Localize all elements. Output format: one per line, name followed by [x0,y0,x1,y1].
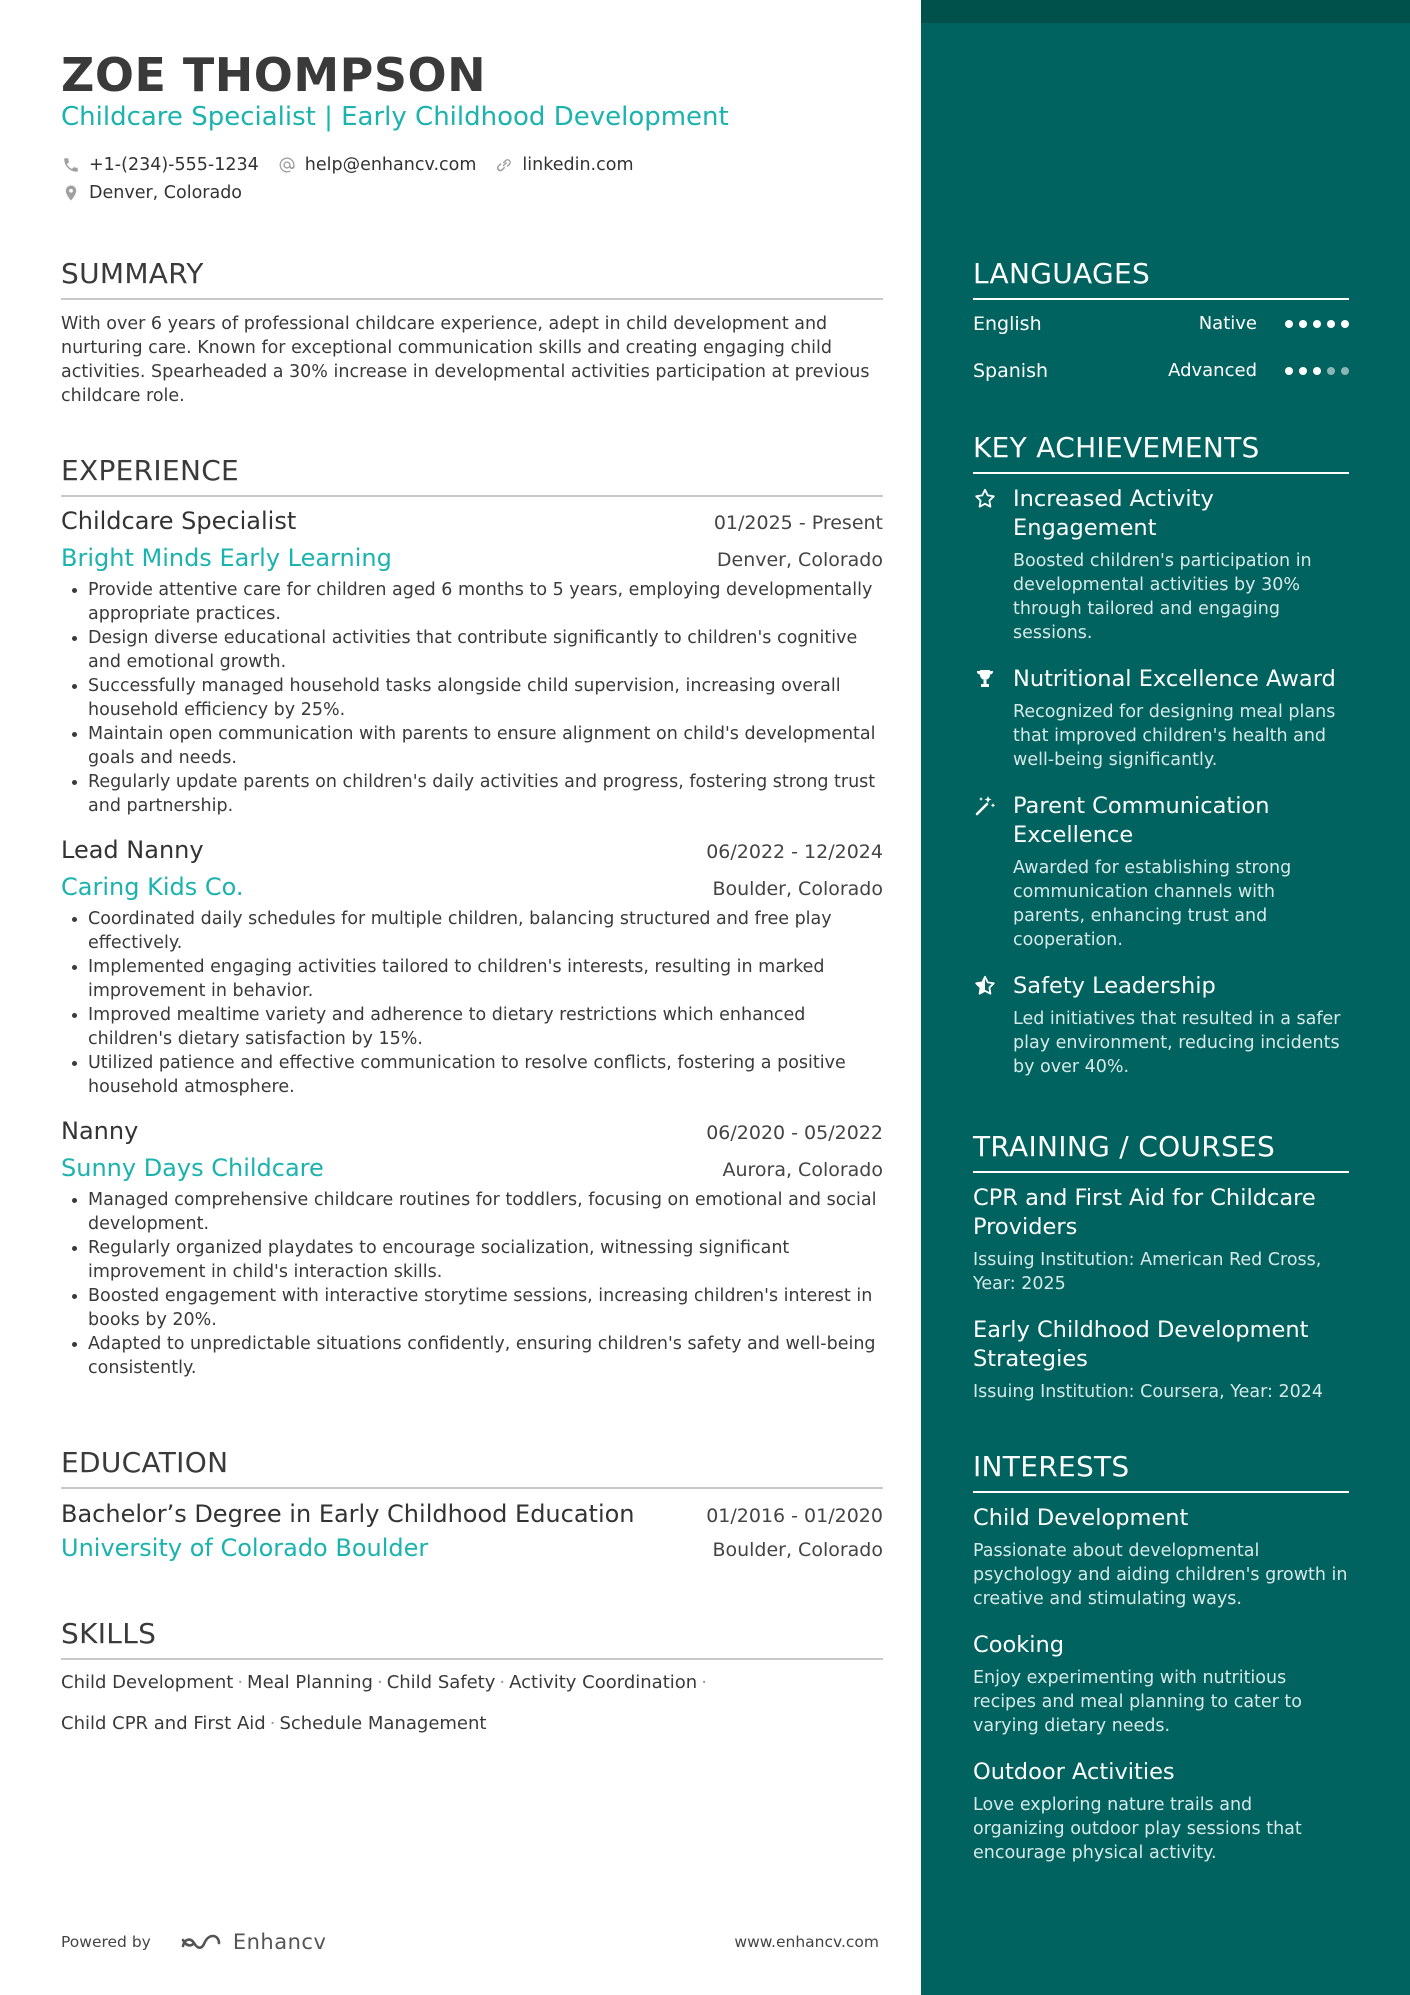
interest-item [973,1758,1349,1865]
bullet-item: Managed comprehensive childcare routines for toddlers, focusing on emotional and social development. [61,1188,883,1236]
contact-email[interactable] [277,155,477,175]
section-divider [973,1171,1349,1173]
language-level: Native [1198,313,1257,334]
contact-info [61,152,652,208]
interest-item [973,1631,1349,1738]
education-entry [61,1500,883,1528]
bullet-item: Successfully managed household tasks alongside child supervision, increasing overall household efficiency by 25%. [61,674,883,722]
school-name: University of Colorado Boulder [61,1534,429,1562]
language-row [973,347,1349,394]
section-title-experience: EXPERIENCE [61,454,240,487]
phone-text: +1-(234)-555-1234 [89,155,259,175]
enhancv-logo[interactable] [179,1930,327,1954]
achievement-body [1013,665,1349,772]
proficiency-dot [1285,367,1293,375]
summary-text: With over 6 years of professional childcare experience, adept in child development and nurturing care. Known for exceptional communication skills and creating engaging child activities. Spearheaded a 30% increase in developmental activities participation at previous childcare role. [61,314,870,406]
section-divider [61,495,883,497]
achievement-body [1013,485,1349,645]
job-bullets [61,1188,883,1380]
job-company-row [61,873,883,901]
achievement-list [973,485,1349,1079]
skills-line [61,1703,883,1744]
interest-description: Enjoy experimenting with nutritious recipes and meal planning to cater to varying dietary needs. [973,1668,1302,1736]
bullet-item: Improved mealtime variety and adherence to dietary restrictions which enhanced children's dietary satisfaction by 15%. [61,1003,883,1051]
interest-description: Love exploring nature trails and organizing outdoor play sessions that encourage physical activity. [973,1795,1302,1863]
education-date: 01/2016 - 01/2020 [706,1505,883,1527]
bullet-item: Regularly organized playdates to encourage socialization, witnessing significant improvement in child's interaction skills. [61,1236,883,1284]
star-icon [973,485,1013,645]
sidebar [921,0,1410,1995]
skill-separator: · [376,1672,383,1693]
skill-separator: · [237,1672,244,1693]
section-divider [973,1491,1349,1493]
language-list [973,300,1349,394]
bullet-item: Design diverse educational activities that contribute significantly to children's cognitive and emotional growth. [61,626,883,674]
experience-section [61,454,883,1380]
interests-section [973,1450,1349,1865]
degree-title: Bachelor’s Degree in Early Childhood Education [61,1500,635,1528]
job-date: 01/2025 - Present [713,512,883,534]
skills-section [61,1617,883,1744]
summary-section [61,257,883,408]
achievement-body [1013,792,1349,952]
job-date: 06/2022 - 12/2024 [706,841,883,863]
enhancv-brand-text: Enhancv [232,1930,327,1954]
skill-item: Schedule Management [279,1713,487,1734]
bullet-item: Coordinated daily schedules for multiple children, balancing structured and free play effectively. [61,907,883,955]
contact-phone [61,155,259,175]
powered-by-label: Powered by [61,1933,151,1951]
footer [61,1930,879,1954]
job-date: 06/2020 - 05/2022 [706,1122,883,1144]
language-row [973,300,1349,347]
proficiency-dot [1313,367,1321,375]
link-icon [494,155,514,175]
skills-line [61,1662,883,1703]
interest-title: Child Development [973,1505,1189,1531]
achievement-description: Recognized for designing meal plans that improved children's health and well-being significantly. [1013,702,1336,770]
job-company-row [61,544,883,572]
bullet-item: Utilized patience and effective communication to resolve conflicts, fostering a positive household atmosphere. [61,1051,883,1099]
section-title-education: EDUCATION [61,1446,229,1479]
achievement-title: Increased Activity Engagement [1013,486,1214,541]
bullet-item: Adapted to unpredictable situations confidently, ensuring children's safety and well-being consistently. [61,1332,883,1380]
course-description: Issuing Institution: American Red Cross, Year: 2025 [973,1250,1322,1294]
section-title-languages: LANGUAGES [973,257,1151,290]
proficiency-dot [1327,320,1335,328]
language-name: Spanish [973,359,1049,382]
section-title-achievements: KEY ACHIEVEMENTS [973,431,1260,464]
job-location: Aurora, Colorado [722,1159,883,1181]
skill-item: Meal Planning [247,1672,373,1693]
section-title-summary: SUMMARY [61,257,204,290]
achievement-title: Safety Leadership [1013,973,1216,999]
map-pin-icon [61,183,81,203]
proficiency-dot [1285,320,1293,328]
language-name: English [973,312,1042,335]
bullet-item: Implemented engaging activities tailored to children's interests, resulting in marked improvement in behavior. [61,955,883,1003]
bullet-item: Maintain open communication with parents to ensure alignment on child's developmental goals and needs. [61,722,883,770]
skill-item: Child Safety [386,1672,496,1693]
interest-title: Cooking [973,1632,1065,1658]
interest-title: Outdoor Activities [973,1759,1175,1785]
proficiency-dot [1327,367,1335,375]
footer-url[interactable]: www.enhancv.com [734,1933,879,1951]
bullet-item: Boosted engagement with interactive storytime sessions, increasing children's interest in books by 20%. [61,1284,883,1332]
proficiency-dot [1299,320,1307,328]
job-title: Lead Nanny [61,836,204,864]
resume-name: ZOE THOMPSON [61,48,487,102]
course-item [973,1316,1349,1404]
bullet-item: Provide attentive care for children aged 6 months to 5 years, employing developmentally appropriate practices. [61,578,883,626]
proficiency-dots [1279,367,1349,375]
contact-linkedin[interactable] [494,155,633,175]
job-list [61,507,883,1380]
achievement-item [973,665,1349,772]
section-title-skills: SKILLS [61,1617,157,1650]
course-description: Issuing Institution: Coursera, Year: 2024 [973,1382,1324,1402]
course-title: CPR and First Aid for Childcare Providers [973,1185,1316,1240]
skill-separator: · [499,1672,506,1693]
job-location: Denver, Colorado [716,549,883,571]
company-name: Bright Minds Early Learning [61,544,392,572]
powered-by [61,1930,326,1954]
enhancv-logo-icon [179,1930,225,1954]
job-entry [61,836,883,1099]
location-text: Denver, Colorado [89,183,243,203]
proficiency-dot [1299,367,1307,375]
star-half-icon [973,972,1013,1079]
interest-list [973,1504,1349,1865]
interest-description: Passionate about developmental psychology and aiding children's growth in creative and stimulating ways. [973,1541,1348,1609]
achievement-item [973,792,1349,952]
course-item [973,1184,1349,1296]
achievement-description: Led initiatives that resulted in a safer play environment, reducing incidents by over 40%. [1013,1009,1341,1077]
contact-location [61,183,242,203]
magic-wand-icon [973,792,1013,952]
proficiency-dot [1341,367,1349,375]
email-link[interactable]: help@enhancv.com [304,155,477,175]
achievement-item [973,485,1349,645]
skill-separator: · [701,1672,707,1693]
achievement-item [973,972,1349,1079]
job-title: Nanny [61,1117,139,1145]
phone-icon [61,155,81,175]
achievement-title: Parent Communication Excellence [1013,793,1270,848]
languages-section [973,257,1349,394]
language-level: Advanced [1168,360,1257,381]
section-divider [61,298,883,300]
achievement-title: Nutritional Excellence Award [1013,666,1336,692]
job-header [61,836,883,864]
linkedin-link[interactable]: linkedin.com [522,155,634,175]
job-location: Boulder, Colorado [712,878,883,900]
job-entry [61,1117,883,1380]
achievement-description: Awarded for establishing strong communication channels with parents, enhancing trust and cooperation. [1013,858,1292,950]
job-bullets [61,578,883,818]
achievement-description: Boosted children's participation in developmental activities by 30% through tailored and engaging sessions. [1013,551,1312,643]
school-location: Boulder, Colorado [712,1539,883,1561]
course-title: Early Childhood Development Strategies [973,1317,1309,1372]
company-name: Sunny Days Childcare [61,1154,324,1182]
job-bullets [61,907,883,1099]
job-title: Childcare Specialist [61,507,297,535]
course-list [973,1184,1349,1404]
at-sign-icon [277,155,297,175]
proficiency-dot [1341,320,1349,328]
company-name: Caring Kids Co. [61,873,244,901]
interest-item [973,1504,1349,1611]
achievement-body [1013,972,1349,1079]
section-divider [61,1658,883,1660]
achievements-section [973,431,1349,1099]
skill-item: Child Development [61,1672,234,1693]
trophy-icon [973,665,1013,772]
proficiency-dots [1279,320,1349,328]
skill-item: Child CPR and First Aid [61,1713,266,1734]
bullet-item: Regularly update parents on children's daily activities and progress, fostering strong trust and partnership. [61,770,883,818]
section-divider [973,472,1349,474]
section-title-training: TRAINING / COURSES [973,1130,1276,1163]
education-section [61,1446,883,1562]
job-entry [61,507,883,818]
proficiency-dot [1313,320,1321,328]
job-header [61,1117,883,1145]
job-company-row [61,1154,883,1182]
section-divider [61,1487,883,1489]
sidebar-top-band [921,0,1410,23]
job-header [61,507,883,535]
skill-item: Activity Coordination [509,1672,698,1693]
resume-headline: Childcare Specialist | Early Childhood Development [61,102,729,132]
skill-separator: · [269,1713,276,1734]
section-title-interests: INTERESTS [973,1450,1130,1483]
training-section [973,1130,1349,1404]
